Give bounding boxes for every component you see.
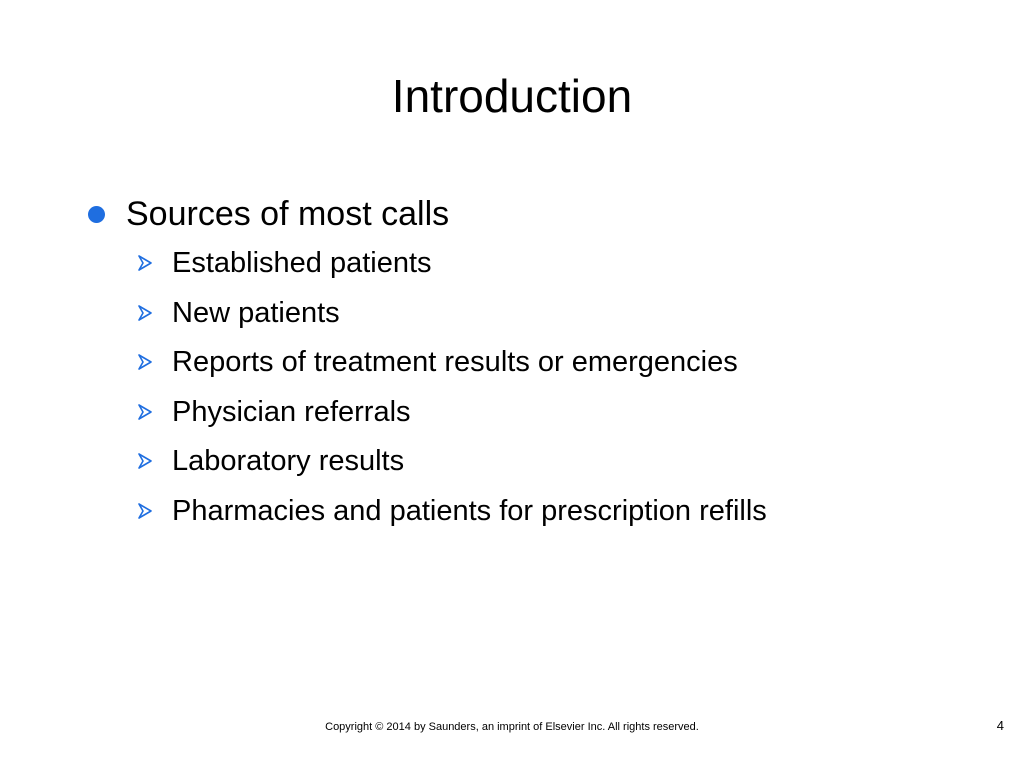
sub-bullet-text: Laboratory results: [172, 445, 405, 477]
sub-bullet-item: [137, 393, 986, 443]
sub-bullet-item: [137, 492, 986, 542]
arrow-bullet-icon: [137, 294, 161, 332]
sub-bullet-text: Pharmacies and patients for prescription refills: [172, 494, 767, 527]
sub-bullet-text: Established patients: [172, 247, 432, 279]
sub-bullet-text: Reports of treatment results or emergencies: [172, 346, 738, 378]
slide-title: Introduction: [391, 70, 633, 122]
sub-bullet-text: Physician referrals: [172, 395, 411, 428]
bullet-item: [86, 192, 986, 244]
slide-content: [86, 192, 986, 541]
sub-bullet-item: [137, 294, 986, 344]
sub-bullet-item: [137, 343, 986, 393]
copyright-footer: Copyright © 2014 by Saunders, an imprint of Elsevier Inc. All rights reserved.: [325, 721, 699, 733]
arrow-bullet-icon: [137, 244, 161, 282]
sub-bullet-item: [137, 442, 986, 492]
arrow-bullet-icon: [137, 343, 161, 381]
arrow-bullet-icon: [137, 492, 161, 530]
bullet-text: Sources of most calls: [126, 195, 450, 233]
page-number: 4: [996, 718, 1004, 733]
sub-bullet-item: [137, 244, 986, 294]
sub-bullet-text: New patients: [172, 296, 340, 329]
arrow-bullet-icon: [137, 442, 161, 480]
filled-circle-bullet-icon: [88, 206, 105, 223]
sub-bullet-list: [137, 244, 986, 541]
arrow-bullet-icon: [137, 393, 161, 431]
